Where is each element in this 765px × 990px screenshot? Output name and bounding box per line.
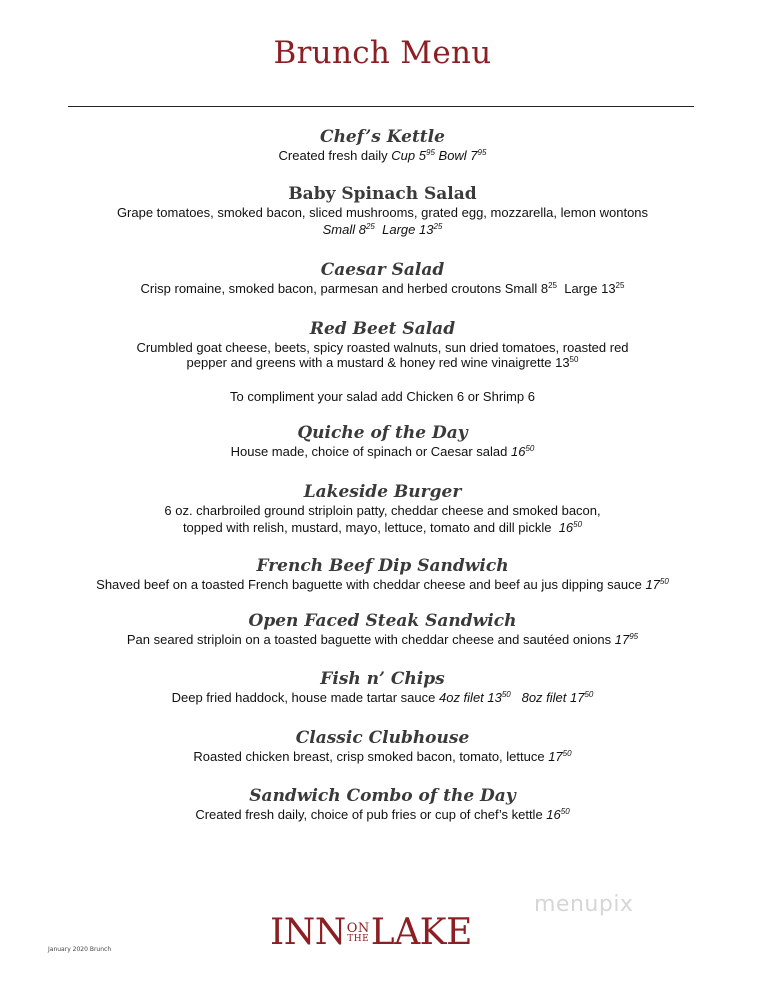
menu-item-chefs-kettle [0,126,765,164]
item-description: Deep fried haddock, house made tartar sauce 4oz filet $13^{50}$ 8oz filet $17^{50}$ [171,690,594,705]
item-description: House made, choice of spinach or Caesar salad $16^{50}$ [230,444,535,459]
menupix-watermark: menupix [534,892,634,917]
menu-item-red-beet-salad [0,318,765,370]
logo-lake: LAKE [370,912,472,953]
item-description: Grape tomatoes, smoked bacon, sliced mushrooms, grated egg, mozzarella, lemon wontons [116,205,649,220]
item-description: Shaved beef on a toasted French baguette with cheddar cheese and beef au jus dipping sauce $17^{50}$ [96,577,669,592]
menu-item-lakeside-burger [0,481,765,536]
item-description: Pan seared striploin on a toasted baguette with cheddar cheese and sautéed onions $17^{95}$ [126,632,639,647]
menu-item-caesar-salad [0,259,765,297]
menu-item-french-beef-dip [0,555,765,593]
menu-item-classic-clubhouse [0,727,765,765]
item-price: Small $8^{25}$ Large $13^{25}$ [322,222,443,237]
item-description: Roasted chicken breast, crisp smoked bacon, tomato, lettuce $17^{50}$ [193,749,572,764]
item-name: Open Faced Steak Sandwich [248,611,517,631]
menu-item-sandwich-combo [0,785,765,823]
item-name: Classic Clubhouse [295,728,470,748]
item-name: Red Beet Salad [309,319,456,339]
logo-inn: INN [270,912,346,953]
item-name: French Beef Dip Sandwich [256,556,509,576]
title-divider [68,106,694,107]
inn-on-the-lake-logo [270,913,472,953]
salad-add-on-note: To compliment your salad add Chicken 6 or Shrimp 6 [230,389,535,404]
menu-item-open-faced-steak [0,610,765,648]
item-name: Lakeside Burger [303,482,462,502]
logo-on-the: ON THE [346,920,370,944]
menu-item-baby-spinach-salad [0,183,765,238]
item-description-line1: 6 oz. charbroiled ground striploin patty, cheddar cheese and smoked bacon, [164,503,601,518]
item-name: Baby Spinach Salad [288,184,477,204]
item-description-line2: topped with relish, mustard, mayo, lettuce, tomato and dill pickle $16^{50}$ [182,520,583,535]
item-name: Sandwich Combo of the Day [249,786,516,806]
item-name: Quiche of the Day [297,423,468,443]
item-description: Created fresh daily, choice of pub fries or cup of chef’s kettle $16^{50}$ [195,807,570,822]
item-name: Caesar Salad [320,260,445,280]
menu-item-quiche [0,422,765,460]
page-title: Brunch Menu [273,35,492,71]
item-description: Crisp romaine, smoked bacon, parmesan and herbed croutons Small $8^{25}$ Large $13^{25}$ [140,281,625,296]
footer-date-note: January 2020 Brunch [48,946,112,953]
item-name: Chef’s Kettle [320,127,445,147]
menu-item-fish-n-chips [0,668,765,706]
item-description-line1: Crumbled goat cheese, beets, spicy roasted walnuts, sun dried tomatoes, roasted red [136,340,629,355]
item-name: Fish n’ Chips [320,669,445,689]
item-description-line2: pepper and greens with a mustard & honey red wine vinaigrette $13^{50}$ [186,355,579,370]
item-description: Created fresh daily Cup $5^{95}$ Bowl $7^{95}$ [278,148,487,163]
